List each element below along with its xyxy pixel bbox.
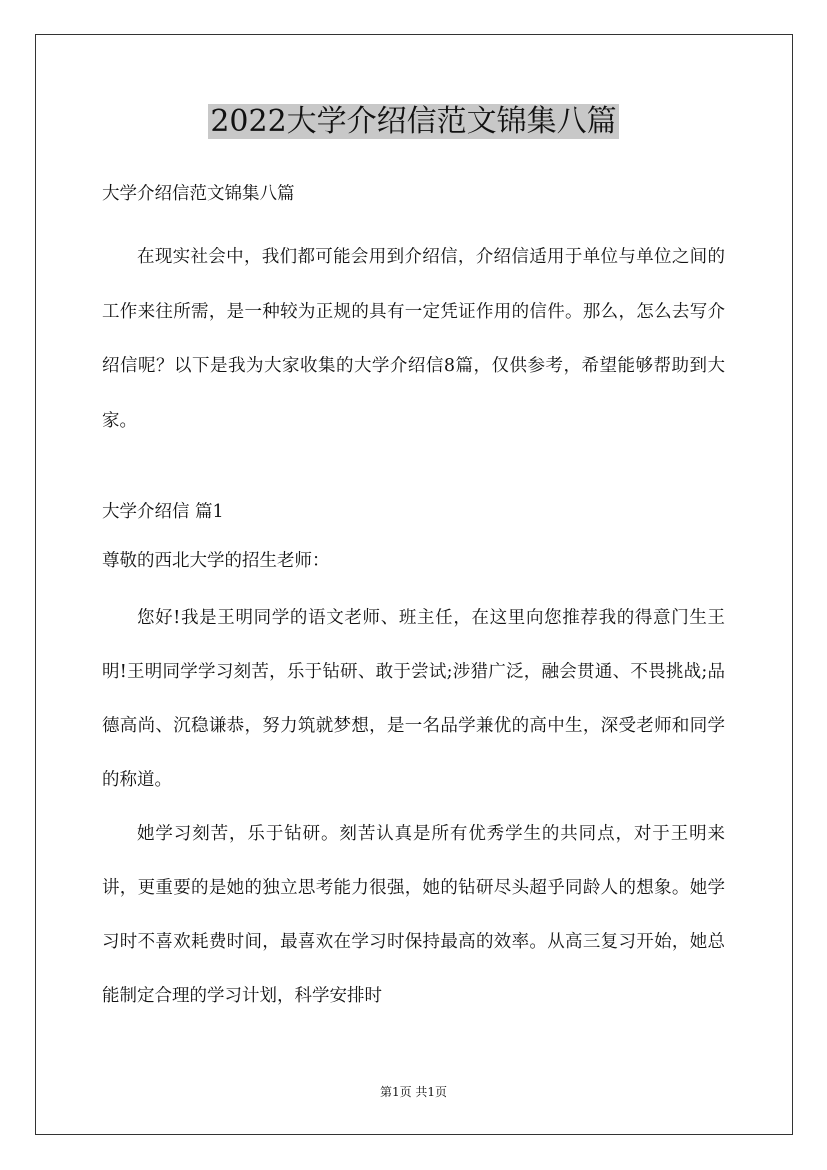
document-subtitle: 大学介绍信范文锦集八篇 bbox=[102, 184, 295, 204]
body-paragraph-2: 她学习刻苦，乐于钻研。刻苦认真是所有优秀学生的共同点，对于王明来讲，更重要的是她的独立思考能力很强，她的钻研尽头超乎同龄人的想象。她学习时不喜欢耗费时间，最喜欢在学习时保持最高的效率。从高三复习开始，她总能制定合理的学习计划，科学安排时 bbox=[102, 824, 725, 1006]
salutation: 尊敬的西北大学的招生老师： bbox=[102, 551, 330, 571]
document-title bbox=[0, 98, 827, 146]
section-heading: 大学介绍信 篇1 bbox=[102, 502, 224, 522]
page-footer: 第1页 共1页 bbox=[379, 1085, 448, 1099]
title-highlight: 2022大学介绍信范文锦集八篇 bbox=[210, 104, 617, 139]
document-body bbox=[102, 176, 725, 1023]
intro-paragraph: 在现实社会中，我们都可能会用到介绍信，介绍信适用于单位与单位之间的工作来往所需，是一种较为正规的具有一定凭证作用的信件。那么，怎么去写介绍信呢？以下是我为大家收集的大学介绍信8篇，仅供参考，希望能够帮助到大家。 bbox=[102, 247, 725, 431]
body-paragraph-1: 您好!我是王明同学的语文老师、班主任，在这里向您推荐我的得意门生王明!王明同学学习刻苦，乐于钻研、敢于尝试;涉猎广泛，融会贯通、不畏挑战;品德高尚、沉稳谦恭，努力筑就梦想，是一名品学兼优的高中生，深受老师和同学的称道。 bbox=[102, 608, 725, 790]
